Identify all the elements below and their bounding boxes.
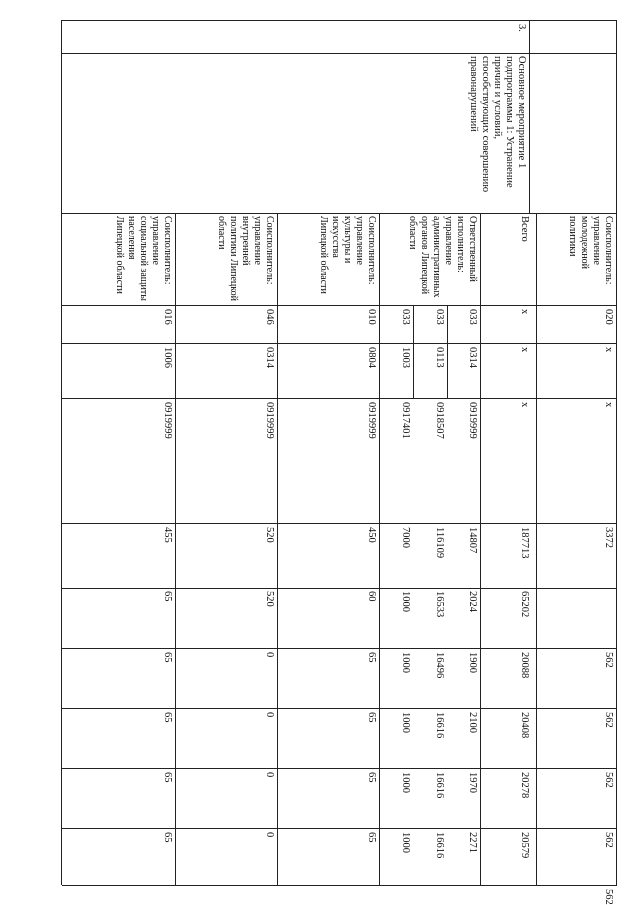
grid-line <box>480 213 481 885</box>
row-responsible-grbs: 033 <box>434 309 445 325</box>
row-social-grbs: 016 <box>162 309 173 325</box>
prev-row-rzpr: x <box>603 347 614 353</box>
grid-line <box>175 213 176 885</box>
prev-row-grbs: 020 <box>603 309 614 325</box>
row-responsible-plan: 7000 <box>400 527 411 548</box>
row-responsible-plan: 14807 <box>467 527 478 554</box>
grid-line <box>62 305 617 306</box>
row-social-year: 65 <box>162 832 173 843</box>
grid-line <box>62 213 617 214</box>
row-responsible-year: 16616 <box>434 772 445 799</box>
grid-line <box>62 708 617 709</box>
prev-row-plan: 3372 <box>603 527 614 548</box>
row-social-year: 65 <box>162 772 173 783</box>
measure-name: Основное мероприятие 1 подпрограммы 1: Устранение причин и условий, способствующих совершению правонарушений <box>468 56 527 193</box>
grid-line <box>62 768 617 769</box>
prev-row-year: 562 <box>603 889 614 905</box>
row-total-plan: 187713 <box>519 527 530 559</box>
row-responsible-year: 1000 <box>400 772 411 793</box>
row-responsible-rzpr: 1003 <box>400 347 411 368</box>
prev-row-csr: x <box>603 402 614 408</box>
row-responsible-year: 1970 <box>467 772 478 793</box>
row-responsible-plan: 116109 <box>434 527 445 559</box>
row-responsible-year: 16616 <box>434 712 445 739</box>
grid-line <box>61 20 62 885</box>
grid-line <box>379 213 380 885</box>
row-internal-policy-fact: 520 <box>264 591 275 607</box>
row-internal-policy-year: 0 <box>264 772 275 778</box>
row-total-year: 20579 <box>519 832 530 859</box>
prev-row-label: Соисполнитель: управление молодежной политики <box>567 216 614 285</box>
row-responsible-year: 1000 <box>400 652 411 673</box>
row-culture-year: 65 <box>366 652 377 663</box>
row-responsible-year: 16616 <box>434 832 445 859</box>
row-social-csr: 0919999 <box>162 402 173 439</box>
row-total-year: 20278 <box>519 772 530 799</box>
row-internal-policy-csr: 0919999 <box>264 402 275 439</box>
row-internal-policy-year: 0 <box>264 832 275 838</box>
row-internal-policy-plan: 520 <box>264 527 275 543</box>
row-responsible-rzpr: 0113 <box>434 347 445 368</box>
row-responsible-fact: 1000 <box>400 591 411 612</box>
row-responsible-year: 1000 <box>400 832 411 853</box>
grid-line <box>62 828 617 829</box>
row-internal-policy-year: 0 <box>264 712 275 718</box>
prev-row-year: 562 <box>603 772 614 788</box>
grid-line <box>536 213 537 885</box>
grid-line <box>62 20 617 21</box>
row-total-csr: x <box>519 402 530 408</box>
row-social-fact: 65 <box>162 591 173 602</box>
row-social-year: 65 <box>162 652 173 663</box>
row-culture-year: 65 <box>366 772 377 783</box>
grid-line <box>413 305 414 398</box>
row-responsible-grbs: 033 <box>400 309 411 325</box>
row-responsible-csr: 0919999 <box>467 402 478 439</box>
row-internal-policy-label: Соисполнитель: управление внутренней политики Липецкой области <box>216 216 275 301</box>
row-total-year: 20088 <box>519 652 530 679</box>
grid-line <box>62 588 617 589</box>
row-internal-policy-rzpr: 0314 <box>264 347 275 368</box>
row-total-rzpr: x <box>519 347 530 353</box>
row-culture-year: 65 <box>366 712 377 723</box>
row-responsible-csr: 0918507 <box>434 402 445 439</box>
measure-number: 3. <box>516 24 527 32</box>
row-culture-label: Соисполнитель: управление культуры и искусства Липецкой области <box>318 216 377 294</box>
row-internal-policy-grbs: 046 <box>264 309 275 325</box>
grid-line <box>447 305 448 398</box>
row-culture-grbs: 010 <box>366 309 377 325</box>
row-culture-rzpr: 0804 <box>366 347 377 368</box>
row-culture-plan: 450 <box>366 527 377 543</box>
row-responsible-year: 2100 <box>467 712 478 733</box>
row-responsible-label: Ответственный исполнитель: управление административных органов Липецкой области <box>407 216 478 298</box>
prev-row-year: 562 <box>603 832 614 848</box>
prev-row-year: 562 <box>603 712 614 728</box>
row-social-plan: 455 <box>162 527 173 543</box>
grid-line <box>277 213 278 885</box>
row-responsible-year: 1900 <box>467 652 478 673</box>
row-responsible-fact: 2024 <box>467 591 478 612</box>
row-responsible-year: 16496 <box>434 652 445 679</box>
row-culture-fact: 60 <box>366 591 377 602</box>
row-culture-year: 65 <box>366 832 377 843</box>
row-social-year: 65 <box>162 712 173 723</box>
row-responsible-year: 2271 <box>467 832 478 853</box>
row-total-fact: 65202 <box>519 591 530 618</box>
row-total-label: Всего <box>519 216 530 242</box>
row-responsible-fact: 16533 <box>434 591 445 618</box>
grid-line <box>62 343 617 344</box>
grid-line <box>62 53 617 54</box>
grid-line <box>62 648 617 649</box>
row-responsible-csr: 0917401 <box>400 402 411 439</box>
row-total-grbs: x <box>519 309 530 315</box>
prev-row-year: 562 <box>603 652 614 668</box>
row-social-rzpr: 1006 <box>162 347 173 368</box>
row-social-label: Соисполнитель: управление социальной защиты населения Липецкой области <box>114 216 173 301</box>
grid-line <box>62 885 617 886</box>
row-total-year: 20408 <box>519 712 530 739</box>
row-internal-policy-year: 0 <box>264 652 275 658</box>
grid-line <box>616 20 617 885</box>
grid-line <box>62 523 617 524</box>
row-culture-csr: 0919999 <box>366 402 377 439</box>
row-responsible-grbs: 033 <box>467 309 478 325</box>
grid-line <box>62 398 617 399</box>
grid-line <box>529 20 530 213</box>
row-responsible-rzpr: 0314 <box>467 347 478 368</box>
row-responsible-year: 1000 <box>400 712 411 733</box>
